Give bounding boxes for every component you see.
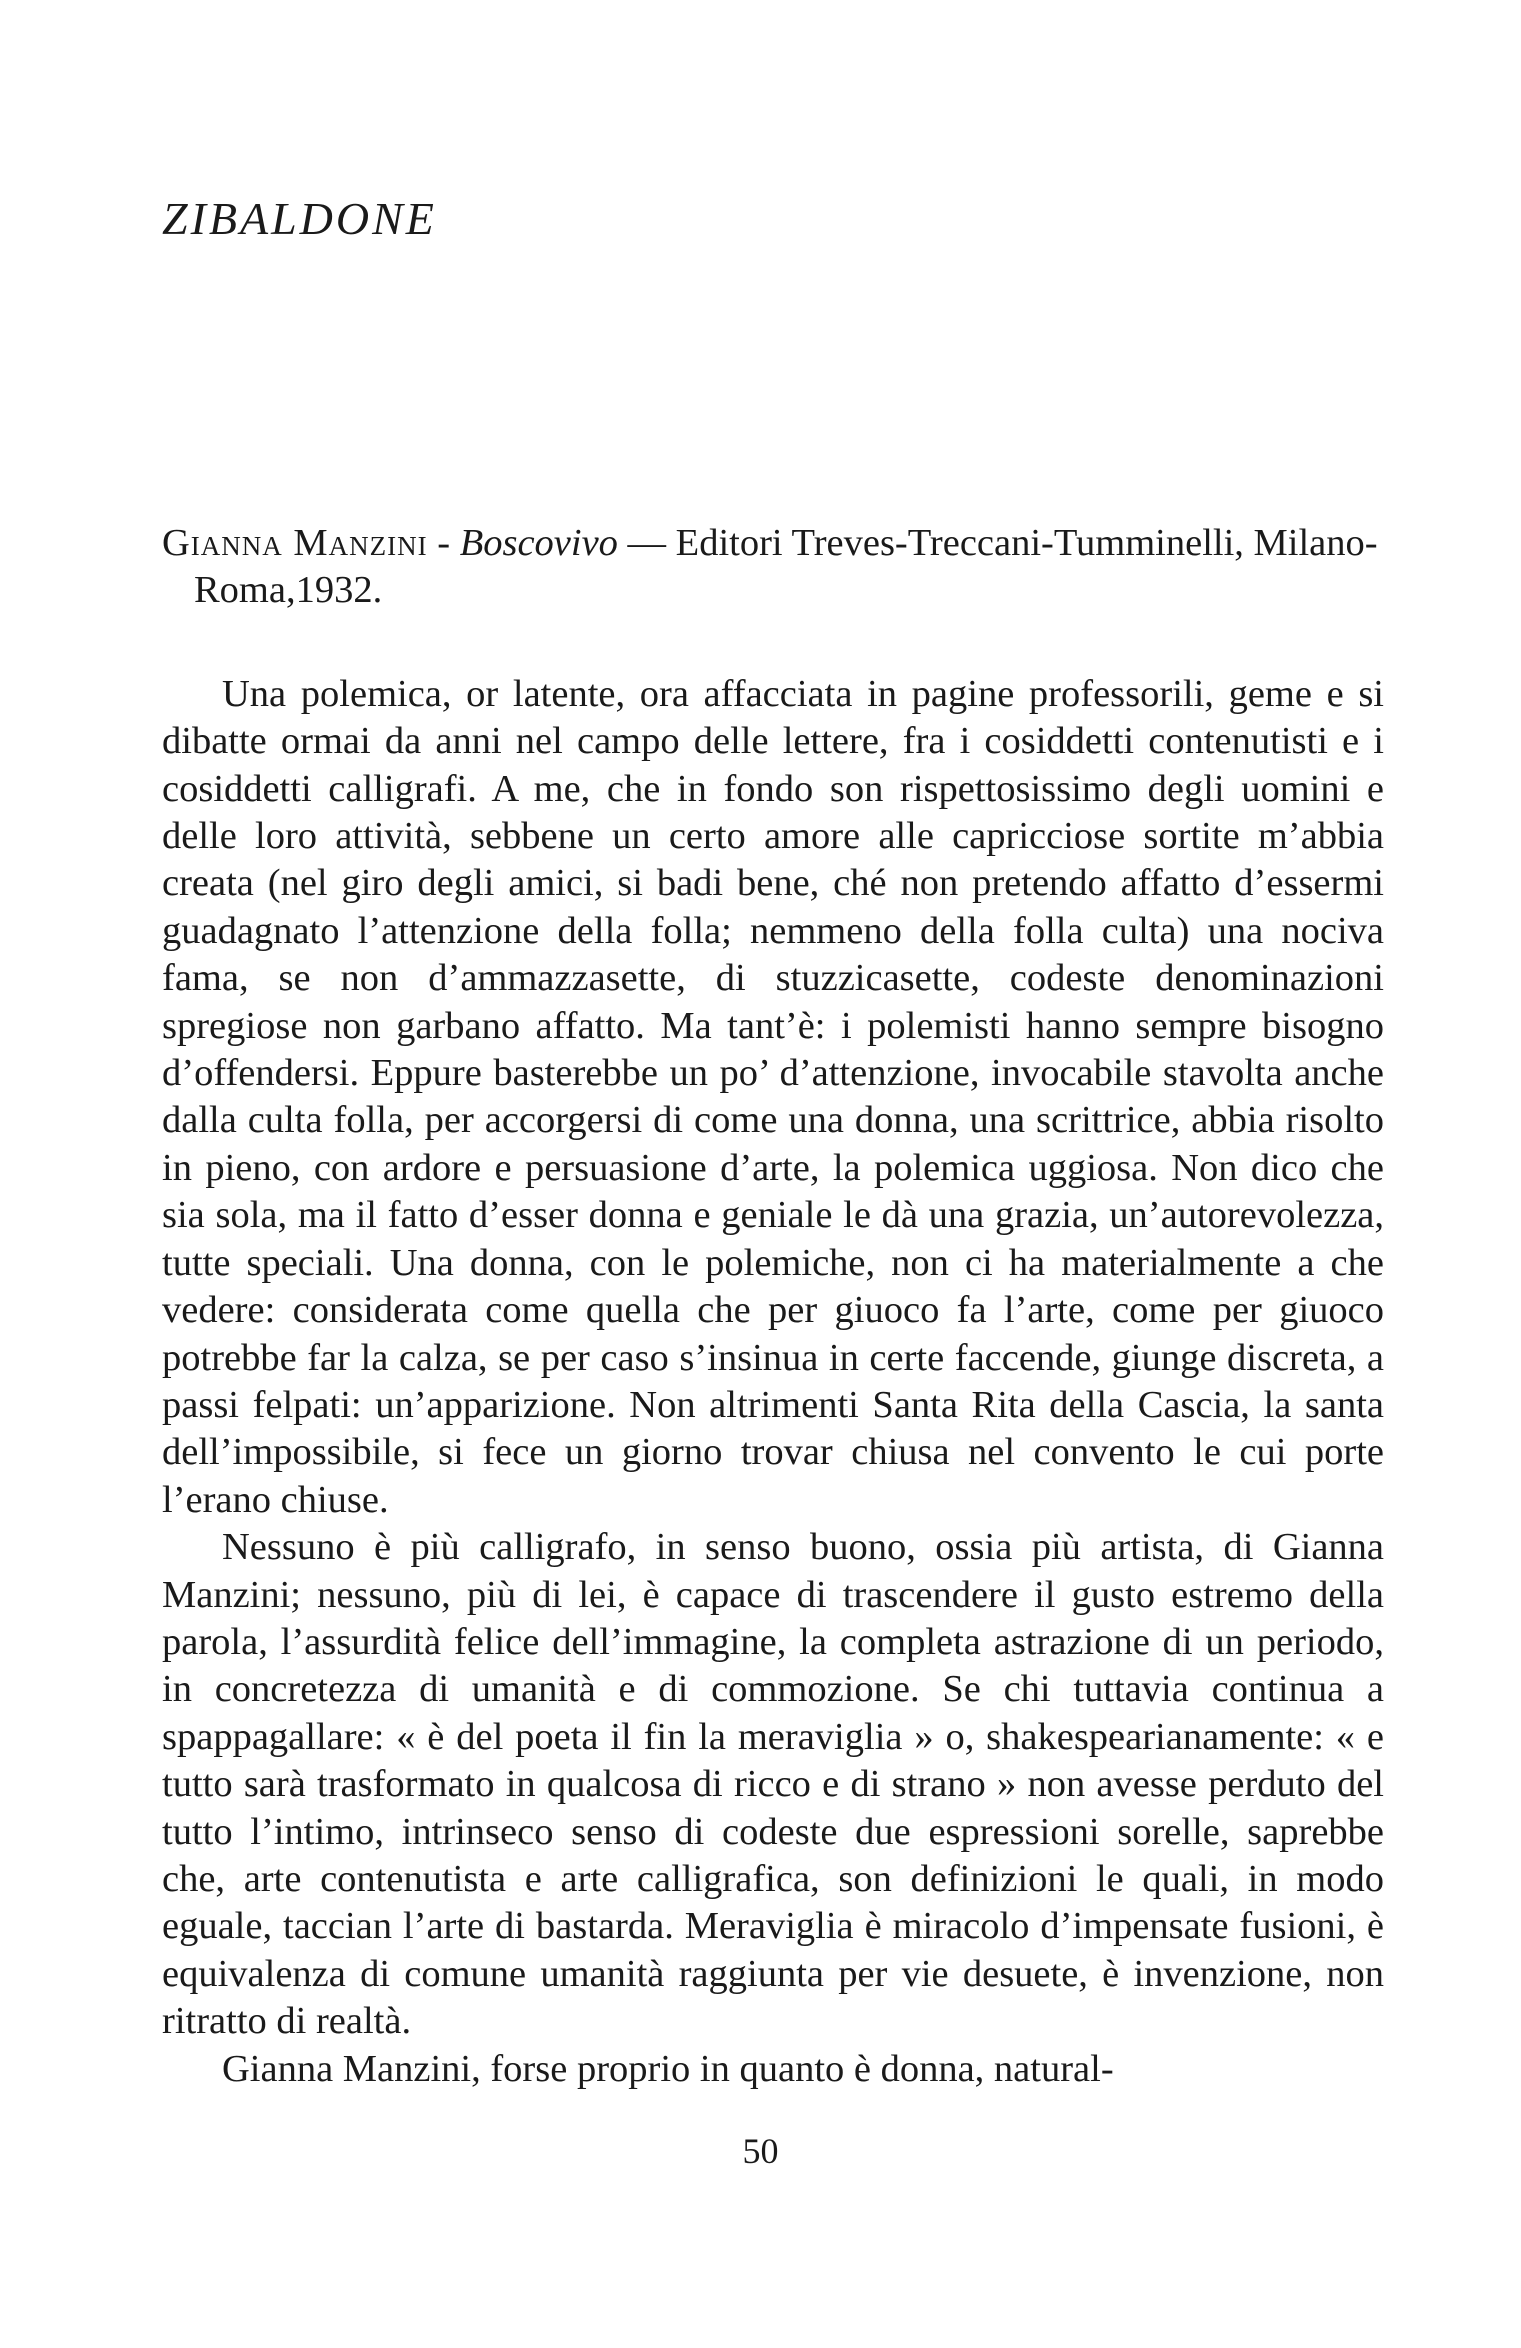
body-paragraph: Gianna Manzini, forse proprio in quanto è donna, natural- [222,2047,1114,2090]
review-author: Gianna Manzini [162,522,428,564]
page-number: 50 [742,2131,779,2171]
body-paragraph: Nessuno è più calligrafo, in senso buono, ossia più artista, di Gianna Manzini; nessuno, più di lei, è capace di trascendere il gusto estremo della parola, l’assurdità felice dell’immagine, la completa astrazione di un periodo, in concretezza di umanità e di commozione. Se chi tuttavia continua a spappagallare: « è del poeta il fin la meraviglia » o, shakespearianamente: « e tutto sarà trasformato in qualcosa di ricco e di strano » non avesse perduto del tutto l’intimo, intrinseco senso di codeste due espressioni sorelle, saprebbe che, arte contenutista e arte calligrafica, son definizioni le quali, in modo eguale, taccian l’arte di bastarda. Meraviglia è miracolo d’impensate fusioni, è equivalenza di comune umanità raggiunta per vie desuete, è invenzione, non ritratto di realtà. [162,1526,1384,2043]
body-paragraph: Una polemica, or latente, ora affacciata in pagine professorili, geme e si dibatte ormai da anni nel campo delle lettere, fra i cosiddetti contenutisti e i cosiddetti calligrafi. A me, che in fondo son rispettosissimo degli uomini e delle loro attività, sebbene un certo amore alle capricciose sortite m’abbia creata (nel giro degli amici, si badi bene, ché non pretendo affatto d’essermi guadagnato l’attenzione della folla; nemmeno della folla culta) una nociva fama, se non d’ammazzasette, di stuzzicasette, codeste denominazioni spregiose non garbano affatto. Ma tant’è: i polemisti hanno sempre bisogno d’offendersi. Eppure basterebbe un po’ d’attenzione, invocabile stavolta anche dalla culta folla, per accorgersi di come una donna, una scrittrice, abbia risolto in pieno, con ardore e persuasione d’arte, la polemica uggiosa. Non dico che sia sola, ma il fatto d’esser donna e geniale le dà una grazia, un’autorevolezza, tutte speciali. Una donna, con le polemiche, non ci ha materialmente a che vedere: considerata come quella che per giuoco fa l’arte, come per giuoco potrebbe far la calza, se per caso s’insinua in certe faccende, giunge discreta, a passi felpati: un’apparizione. Non altrimenti Santa Rita della Cascia, la santa dell’impossibile, si fece un giorno trovar chiusa nel convento le cui porte l’erano chiuse. [162,672,1384,1521]
review-book-title: Boscovivo [459,522,618,564]
section-title: ZIBALDONE [162,193,437,244]
review-separator: - [427,522,460,564]
review-publisher: — Editori Treves-Treccani-Tumminelli, Milano-Roma,1932. [194,522,1378,612]
review-article [162,520,1384,2093]
review-heading [162,520,1384,615]
